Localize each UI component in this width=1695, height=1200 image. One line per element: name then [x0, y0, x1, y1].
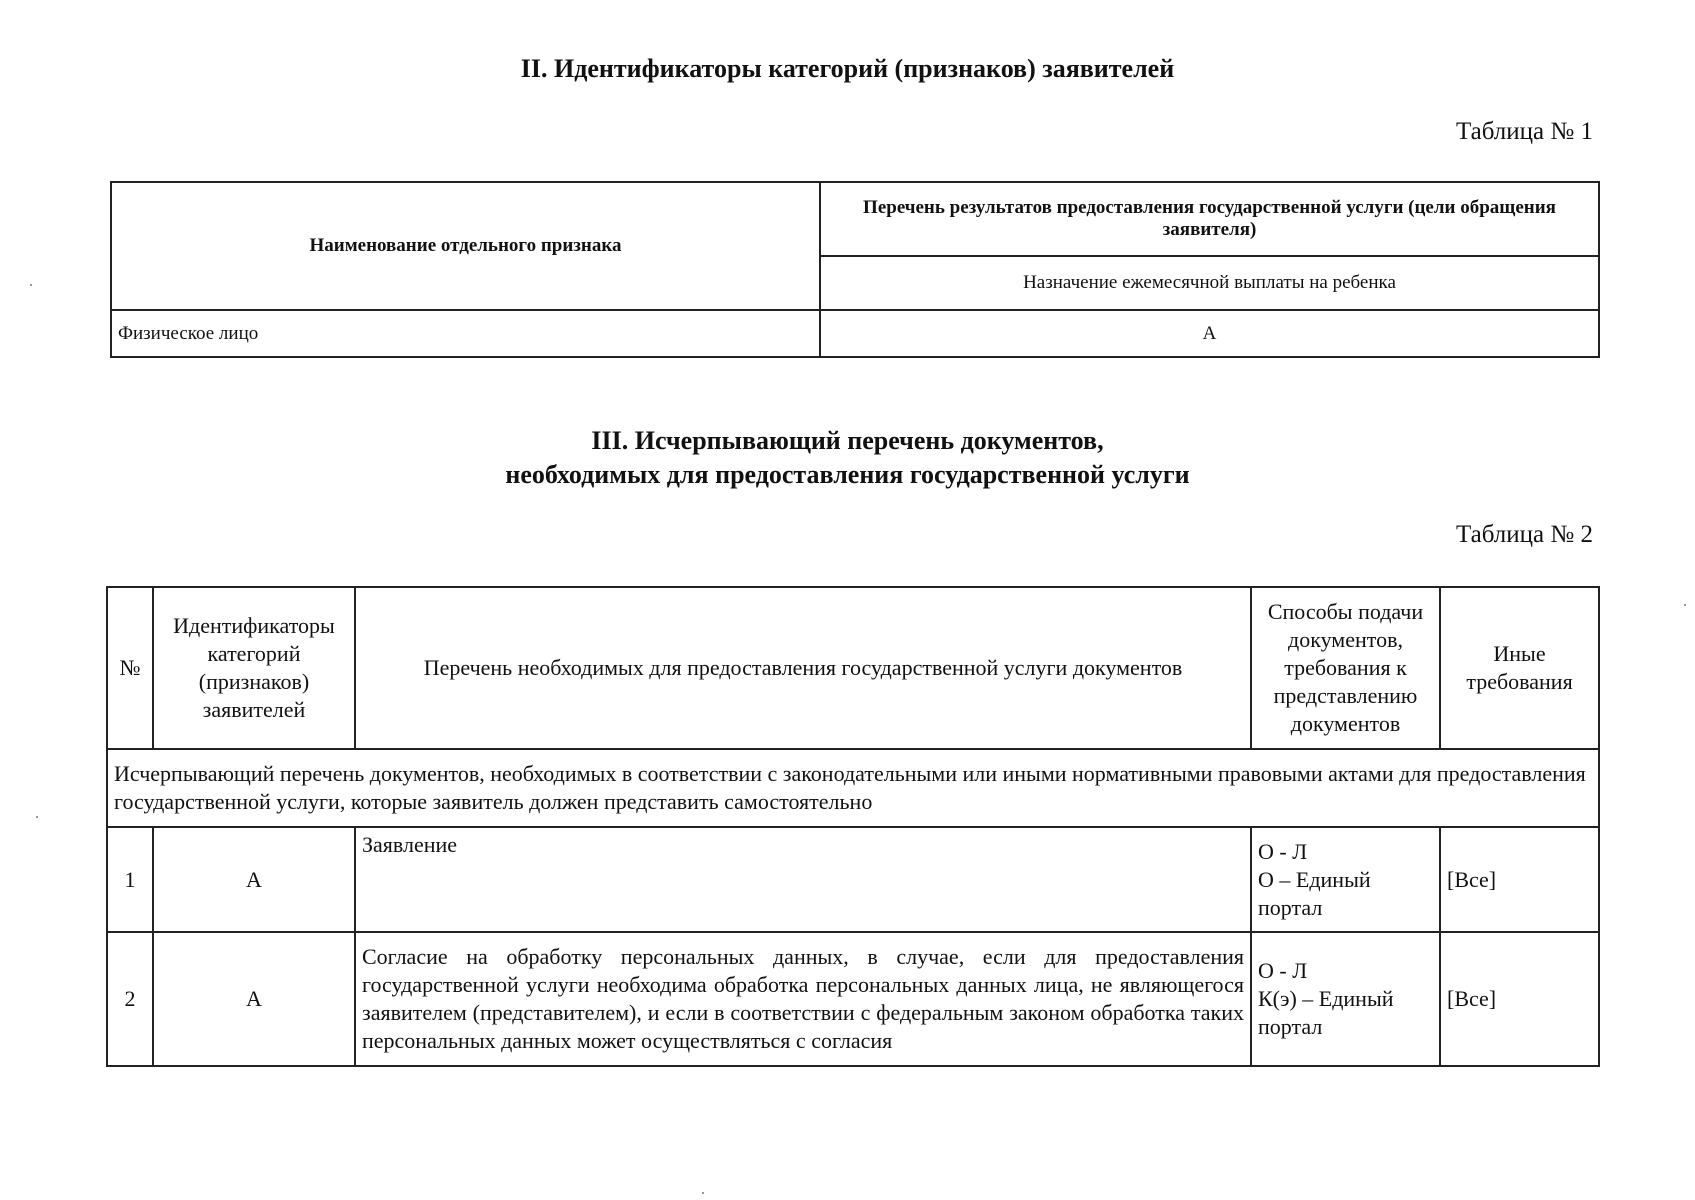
group-row: Исчерпывающий перечень документов, необходимых в соответствии с законодательными или иными нормативными правовыми актами для предоставления государственной услуги, которые заявитель должен представить самостоятельно	[107, 749, 1599, 827]
feature-value-cell: А	[820, 310, 1599, 357]
row-number: 2	[107, 932, 153, 1066]
table-row	[107, 932, 1599, 1066]
table-row	[107, 827, 1599, 932]
row-identifier: А	[153, 827, 355, 932]
section-3-title-line-2: необходимых для предоставления государственной услуги	[505, 460, 1190, 489]
feature-name-cell: Физическое лицо	[111, 310, 820, 357]
scan-speck	[1684, 604, 1686, 606]
method-line-1: О - Л	[1258, 958, 1308, 983]
row-other-requirements: [Все]	[1440, 932, 1599, 1066]
col-header-number: №	[107, 587, 153, 749]
row-identifier: А	[153, 932, 355, 1066]
col-header-other-requirements: Иные требования	[1440, 587, 1599, 749]
table-row	[111, 310, 1599, 357]
method-line-2: О – Единый портал	[1258, 866, 1371, 920]
row-methods	[1251, 932, 1440, 1066]
col-header-identifiers: Идентификаторы категорий (признаков) заявителей	[153, 587, 355, 749]
method-line-2: К(э) – Единый портал	[1258, 986, 1394, 1039]
col-header-methods: Способы подачи документов, требования к представлению документов	[1251, 587, 1440, 749]
col-header-feature-name: Наименование отдельного признака	[111, 182, 820, 310]
table-1-label: Таблица № 1	[1455, 118, 1593, 145]
method-line-1: О - Л	[1258, 838, 1308, 864]
row-document: Заявление	[355, 827, 1251, 932]
row-methods	[1251, 827, 1440, 932]
scan-speck	[30, 284, 32, 286]
col-header-service-results: Перечень результатов предоставления государственной услуги (цели обращения заявителя)	[820, 182, 1599, 256]
row-number: 1	[107, 827, 153, 932]
scan-speck	[36, 816, 38, 818]
row-document: Согласие на обработку персональных данных, в случае, если для предоставления государственной услуги необходима обработка персональных данных лица, не являющегося заявителем (представителем), и если в соответствии с федеральным законом обработка таких персональных данных может осуществляться с согласия	[355, 932, 1251, 1066]
scan-speck	[702, 1192, 704, 1194]
col-header-documents: Перечень необходимых для предоставления государственной услуги документов	[355, 587, 1251, 749]
table-2-label: Таблица № 2	[1455, 521, 1593, 548]
col-subheader-monthly-payment: Назначение ежемесячной выплаты на ребенка	[820, 256, 1599, 310]
section-2-title: II. Идентификаторы категорий (признаков) заявителей	[520, 54, 1175, 83]
row-other-requirements: [Все]	[1440, 827, 1599, 932]
section-3-title-line-1: III. Исчерпывающий перечень документов,	[591, 426, 1104, 455]
documents-table	[106, 586, 1600, 1067]
categories-table	[110, 181, 1600, 358]
